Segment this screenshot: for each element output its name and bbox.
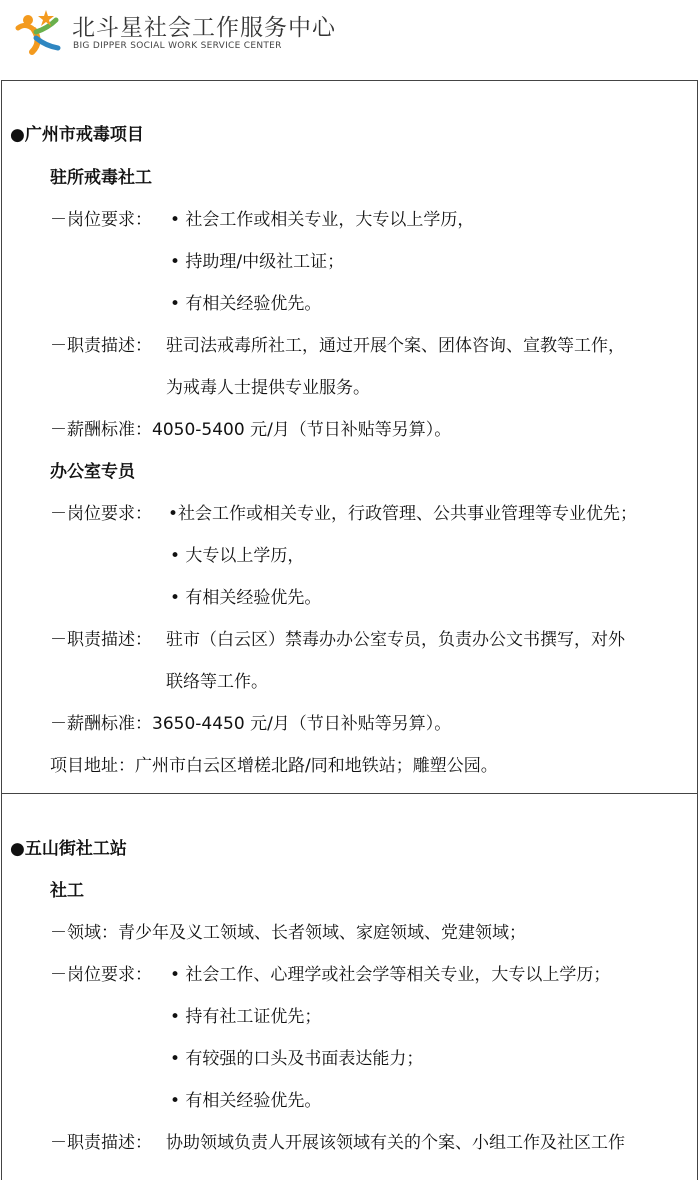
- salary-text: －薪酬标准：4050-5400 元/月（节日补贴等另算）。: [50, 420, 452, 440]
- job-title-office-specialist: 办公室专员: [50, 462, 135, 482]
- org-name-en: BIG DIPPER SOCIAL WORK SERVICE CENTER: [73, 41, 282, 51]
- requirement-item: • 社会工作或相关专业，大专以上学历，: [170, 210, 475, 230]
- duty-label: －职责描述：: [50, 630, 152, 650]
- requirement-item: •社会工作或相关专业，行政管理、公共事业管理等专业优先；: [168, 504, 638, 524]
- section-divider: [1, 793, 698, 794]
- page-header: [0, 0, 700, 80]
- salary-text: －薪酬标准：3650-4450 元/月（节日补贴等另算）。: [50, 714, 452, 734]
- requirement-label: －岗位要求：: [50, 210, 152, 230]
- duty-text: 为戒毒人士提供专业服务。: [166, 378, 370, 398]
- requirement-item: • 持有社工证优先；: [170, 1007, 322, 1027]
- section-title-guangzhou: ●广州市戒毒项目: [10, 125, 144, 145]
- person-star-logo: [12, 8, 70, 56]
- field-text: －领域：青少年及义工领域、长者领域、家庭领域、党建领域；: [50, 923, 526, 943]
- requirement-item: • 有相关经验优先。: [170, 588, 322, 608]
- requirement-label: －岗位要求：: [50, 504, 152, 524]
- job-title-detox-social-worker: 驻所戒毒社工: [50, 168, 152, 188]
- org-name-cn: 北斗星社会工作服务中心: [72, 15, 336, 41]
- requirement-item: • 有相关经验优先。: [170, 294, 322, 314]
- duty-label: －职责描述：: [50, 1133, 152, 1153]
- duty-text: 驻市（白云区）禁毒办办公室专员，负责办公文书撰写，对外: [166, 630, 625, 650]
- requirement-item: • 有相关经验优先。: [170, 1091, 322, 1111]
- section-title-wushan: ●五山街社工站: [10, 839, 127, 859]
- duty-label: －职责描述：: [50, 336, 152, 356]
- requirement-item: • 大专以上学历，: [170, 546, 305, 566]
- duty-text: 驻司法戒毒所社工，通过开展个案、团体咨询、宣教等工作，: [166, 336, 625, 356]
- requirement-item: • 社会工作、心理学或社会学等相关专业，大专以上学历；: [170, 965, 611, 985]
- project-address: 项目地址：广州市白云区增槎北路/同和地铁站；雕塑公园。: [50, 756, 498, 776]
- requirement-item: • 有较强的口头及书面表达能力；: [170, 1049, 424, 1069]
- requirement-item: • 持助理/中级社工证；: [170, 252, 345, 272]
- duty-text: 协助领域负责人开展该领域有关的个案、小组工作及社区工作: [166, 1133, 625, 1153]
- job-title-social-worker: 社工: [50, 881, 84, 901]
- duty-text: 联络等工作。: [166, 672, 268, 692]
- requirement-label: －岗位要求：: [50, 965, 152, 985]
